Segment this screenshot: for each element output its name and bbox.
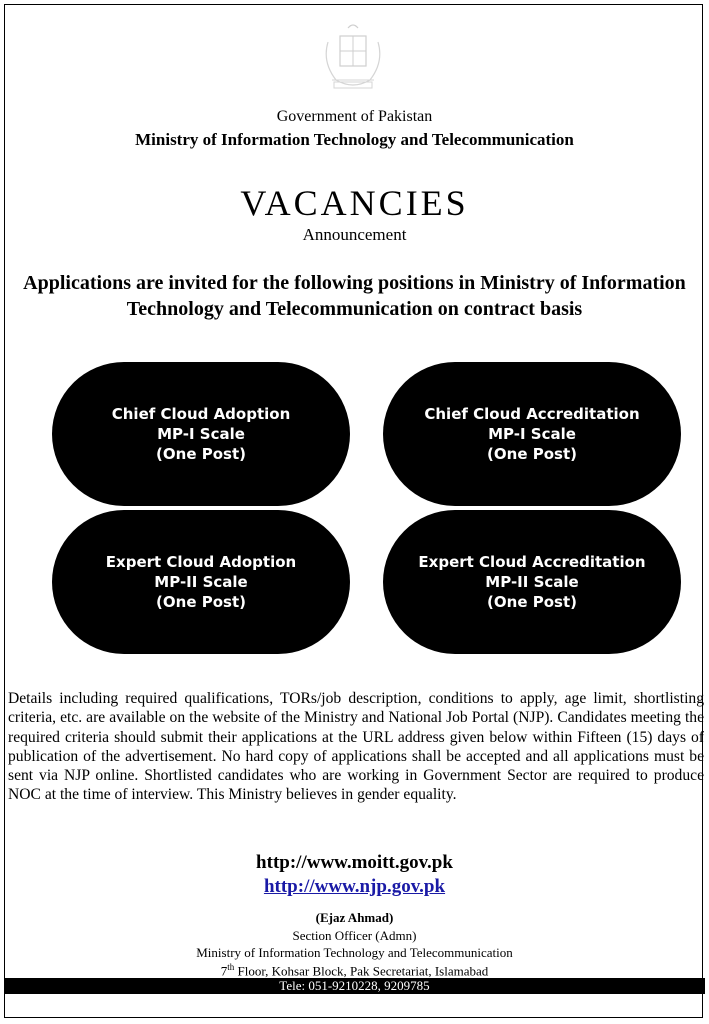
position-scale: MP-I Scale	[488, 425, 576, 443]
njp-website-link[interactable]: http://www.njp.gov.pk	[263, 876, 446, 897]
position-card	[383, 510, 681, 654]
position-posts: (One Post)	[156, 445, 246, 463]
position-posts: (One Post)	[156, 593, 246, 611]
position-title: Expert Cloud Accreditation	[418, 553, 646, 571]
government-heading: Government of Pakistan	[276, 108, 433, 125]
signatory-designation: Section Officer (Admn)	[292, 928, 417, 943]
ministry-heading: Ministry of Information Technology and Telecommunication	[135, 130, 574, 149]
signatory-address	[0, 962, 709, 979]
position-scale: MP-II Scale	[154, 573, 248, 591]
signatory-name: (Ejaz Ahmad)	[315, 910, 394, 925]
floor-number: 7	[220, 963, 228, 979]
page-title: VACANCIES	[240, 183, 469, 223]
position-title: Expert Cloud Adoption	[105, 553, 297, 571]
state-emblem-icon	[318, 22, 388, 94]
position-posts: (One Post)	[487, 593, 577, 611]
position-title: Chief Cloud Adoption	[111, 405, 291, 423]
details-paragraph: Details including required qualifications, TORs/job description, conditions to apply, age limit, shortlisting criteria, etc. are available on the website of the Ministry and National Job Portal (NJP). Candidates meeting the required criteria should submit their applications at the URL address given below within Fifteen (15) days of publication of the advertisement. No hard copy of applications shall be accepted and all applications must be sent via NJP online. Shortlisted candidates who are working in Government Sector are required to produce NOC at the time of interview. This Ministry believes in gender equality.	[8, 690, 704, 804]
position-card	[52, 510, 350, 654]
position-title: Chief Cloud Accreditation	[424, 405, 640, 423]
position-card	[52, 362, 350, 506]
signatory-ministry: Ministry of Information Technology and Telecommunication	[196, 945, 513, 960]
position-card	[383, 362, 681, 506]
floor-suffix: th	[227, 962, 235, 972]
intro-text: Applications are invited for the following positions in Ministry of Information Technology and Telecommunication on contract basis	[23, 272, 686, 320]
moitt-website-link[interactable]: http://www.moitt.gov.pk	[256, 852, 453, 873]
position-posts: (One Post)	[487, 445, 577, 463]
telephone-bar: Tele: 051-9210228, 9209785	[4, 978, 705, 994]
position-scale: MP-II Scale	[485, 573, 579, 591]
address-text: Floor, Kohsar Block, Pak Secretariat, Islamabad	[234, 963, 489, 979]
position-scale: MP-I Scale	[157, 425, 245, 443]
page-subtitle: Announcement	[302, 225, 407, 244]
